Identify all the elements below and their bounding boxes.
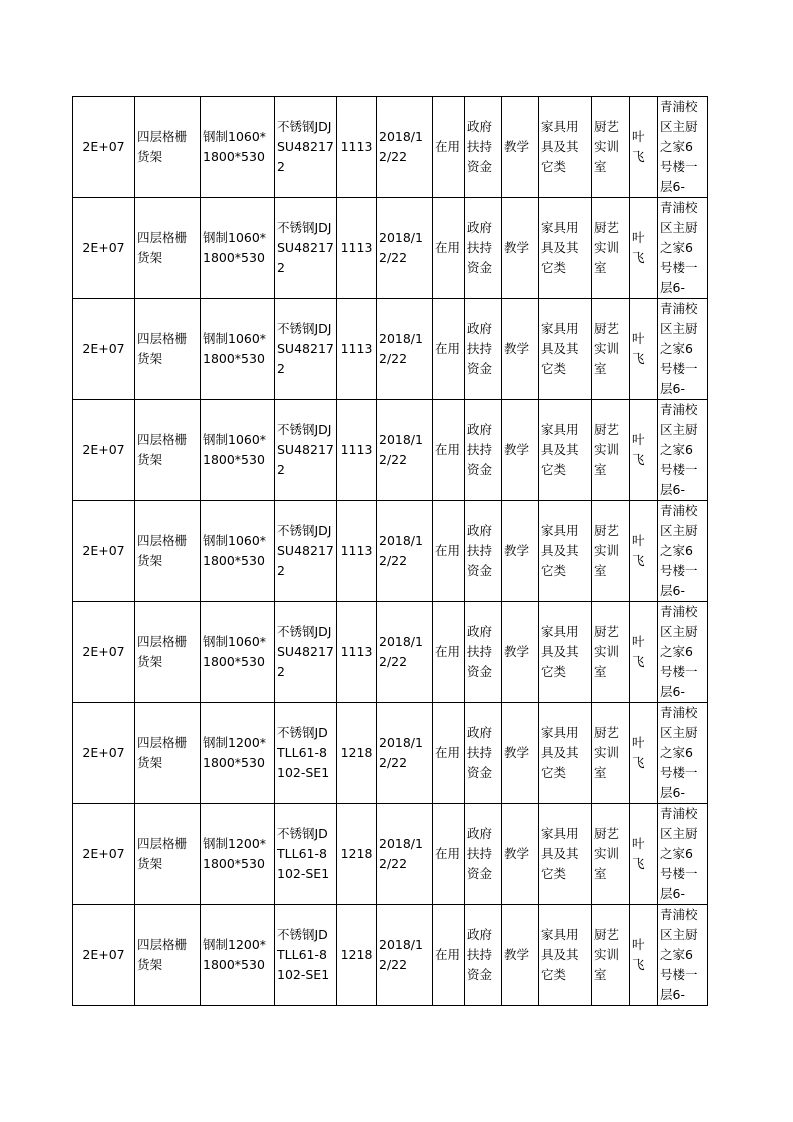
status-cell: 在用	[433, 299, 465, 400]
model-cell: 不锈钢JDJSU482172	[275, 97, 337, 198]
quantity-cell: 1218	[337, 804, 377, 905]
fund-source-cell: 政府扶持资金	[465, 602, 502, 703]
table-row	[73, 400, 708, 501]
spec-cell: 钢制1060*1800*530	[201, 198, 275, 299]
quantity-cell: 1113	[337, 400, 377, 501]
location-cell: 青浦校区主厨之家6号楼一层6-	[658, 97, 708, 198]
department-cell: 厨艺实训室	[592, 501, 630, 602]
category-cell: 家具用具及其它类	[539, 400, 592, 501]
asset-name-cell: 四层格栅货架	[135, 905, 201, 1006]
model-cell: 不锈钢JDTLL61-8102-SE1	[275, 905, 337, 1006]
quantity-cell: 1113	[337, 501, 377, 602]
asset-id-cell: 2E+07	[73, 602, 135, 703]
location-cell: 青浦校区主厨之家6号楼一层6-	[658, 905, 708, 1006]
model-cell: 不锈钢JDJSU482172	[275, 198, 337, 299]
spec-cell: 钢制1060*1800*530	[201, 400, 275, 501]
usage-cell: 教学	[502, 198, 539, 299]
location-cell: 青浦校区主厨之家6号楼一层6-	[658, 602, 708, 703]
fund-source-cell: 政府扶持资金	[465, 400, 502, 501]
spec-cell: 钢制1200*1800*530	[201, 703, 275, 804]
category-cell: 家具用具及其它类	[539, 501, 592, 602]
fund-source-cell: 政府扶持资金	[465, 905, 502, 1006]
status-cell: 在用	[433, 703, 465, 804]
spec-cell: 钢制1200*1800*530	[201, 905, 275, 1006]
asset-id-cell: 2E+07	[73, 97, 135, 198]
status-cell: 在用	[433, 97, 465, 198]
custodian-cell: 叶飞	[630, 905, 658, 1006]
asset-name-cell: 四层格栅货架	[135, 602, 201, 703]
date-cell: 2018/12/22	[377, 905, 433, 1006]
asset-name-cell: 四层格栅货架	[135, 97, 201, 198]
custodian-cell: 叶飞	[630, 501, 658, 602]
custodian-cell: 叶飞	[630, 804, 658, 905]
date-cell: 2018/12/22	[377, 602, 433, 703]
department-cell: 厨艺实训室	[592, 400, 630, 501]
custodian-cell: 叶飞	[630, 299, 658, 400]
department-cell: 厨艺实训室	[592, 97, 630, 198]
date-cell: 2018/12/22	[377, 198, 433, 299]
department-cell: 厨艺实训室	[592, 198, 630, 299]
usage-cell: 教学	[502, 905, 539, 1006]
custodian-cell: 叶飞	[630, 602, 658, 703]
category-cell: 家具用具及其它类	[539, 198, 592, 299]
date-cell: 2018/12/22	[377, 400, 433, 501]
status-cell: 在用	[433, 804, 465, 905]
spec-cell: 钢制1060*1800*530	[201, 97, 275, 198]
quantity-cell: 1113	[337, 602, 377, 703]
model-cell: 不锈钢JDTLL61-8102-SE1	[275, 804, 337, 905]
quantity-cell: 1113	[337, 299, 377, 400]
fund-source-cell: 政府扶持资金	[465, 804, 502, 905]
department-cell: 厨艺实训室	[592, 804, 630, 905]
model-cell: 不锈钢JDJSU482172	[275, 602, 337, 703]
model-cell: 不锈钢JDJSU482172	[275, 299, 337, 400]
custodian-cell: 叶飞	[630, 400, 658, 501]
table-row	[73, 905, 708, 1006]
date-cell: 2018/12/22	[377, 703, 433, 804]
asset-name-cell: 四层格栅货架	[135, 501, 201, 602]
category-cell: 家具用具及其它类	[539, 905, 592, 1006]
fund-source-cell: 政府扶持资金	[465, 703, 502, 804]
table-row	[73, 198, 708, 299]
usage-cell: 教学	[502, 299, 539, 400]
spec-cell: 钢制1060*1800*530	[201, 602, 275, 703]
asset-id-cell: 2E+07	[73, 198, 135, 299]
asset-name-cell: 四层格栅货架	[135, 198, 201, 299]
table-row	[73, 602, 708, 703]
fund-source-cell: 政府扶持资金	[465, 97, 502, 198]
table-row	[73, 804, 708, 905]
asset-id-cell: 2E+07	[73, 804, 135, 905]
usage-cell: 教学	[502, 703, 539, 804]
location-cell: 青浦校区主厨之家6号楼一层6-	[658, 804, 708, 905]
custodian-cell: 叶飞	[630, 97, 658, 198]
category-cell: 家具用具及其它类	[539, 804, 592, 905]
status-cell: 在用	[433, 905, 465, 1006]
asset-id-cell: 2E+07	[73, 501, 135, 602]
date-cell: 2018/12/22	[377, 804, 433, 905]
table-row	[73, 97, 708, 198]
fund-source-cell: 政府扶持资金	[465, 299, 502, 400]
category-cell: 家具用具及其它类	[539, 97, 592, 198]
quantity-cell: 1113	[337, 97, 377, 198]
category-cell: 家具用具及其它类	[539, 703, 592, 804]
model-cell: 不锈钢JDJSU482172	[275, 400, 337, 501]
fund-source-cell: 政府扶持资金	[465, 198, 502, 299]
asset-id-cell: 2E+07	[73, 905, 135, 1006]
quantity-cell: 1218	[337, 703, 377, 804]
fund-source-cell: 政府扶持资金	[465, 501, 502, 602]
asset-table	[72, 96, 708, 1006]
department-cell: 厨艺实训室	[592, 703, 630, 804]
usage-cell: 教学	[502, 400, 539, 501]
table-body	[73, 97, 708, 1006]
spec-cell: 钢制1060*1800*530	[201, 299, 275, 400]
location-cell: 青浦校区主厨之家6号楼一层6-	[658, 299, 708, 400]
status-cell: 在用	[433, 602, 465, 703]
asset-id-cell: 2E+07	[73, 299, 135, 400]
asset-id-cell: 2E+07	[73, 703, 135, 804]
date-cell: 2018/12/22	[377, 97, 433, 198]
asset-name-cell: 四层格栅货架	[135, 299, 201, 400]
department-cell: 厨艺实训室	[592, 602, 630, 703]
date-cell: 2018/12/22	[377, 299, 433, 400]
location-cell: 青浦校区主厨之家6号楼一层6-	[658, 198, 708, 299]
usage-cell: 教学	[502, 501, 539, 602]
status-cell: 在用	[433, 400, 465, 501]
location-cell: 青浦校区主厨之家6号楼一层6-	[658, 703, 708, 804]
spec-cell: 钢制1200*1800*530	[201, 804, 275, 905]
department-cell: 厨艺实训室	[592, 299, 630, 400]
department-cell: 厨艺实训室	[592, 905, 630, 1006]
asset-name-cell: 四层格栅货架	[135, 804, 201, 905]
quantity-cell: 1218	[337, 905, 377, 1006]
custodian-cell: 叶飞	[630, 198, 658, 299]
asset-name-cell: 四层格栅货架	[135, 400, 201, 501]
location-cell: 青浦校区主厨之家6号楼一层6-	[658, 400, 708, 501]
asset-id-cell: 2E+07	[73, 400, 135, 501]
asset-name-cell: 四层格栅货架	[135, 703, 201, 804]
category-cell: 家具用具及其它类	[539, 602, 592, 703]
table-row	[73, 299, 708, 400]
status-cell: 在用	[433, 501, 465, 602]
status-cell: 在用	[433, 198, 465, 299]
custodian-cell: 叶飞	[630, 703, 658, 804]
table-row	[73, 703, 708, 804]
usage-cell: 教学	[502, 602, 539, 703]
category-cell: 家具用具及其它类	[539, 299, 592, 400]
quantity-cell: 1113	[337, 198, 377, 299]
spec-cell: 钢制1060*1800*530	[201, 501, 275, 602]
model-cell: 不锈钢JDJSU482172	[275, 501, 337, 602]
table-row	[73, 501, 708, 602]
model-cell: 不锈钢JDTLL61-8102-SE1	[275, 703, 337, 804]
date-cell: 2018/12/22	[377, 501, 433, 602]
usage-cell: 教学	[502, 97, 539, 198]
usage-cell: 教学	[502, 804, 539, 905]
location-cell: 青浦校区主厨之家6号楼一层6-	[658, 501, 708, 602]
